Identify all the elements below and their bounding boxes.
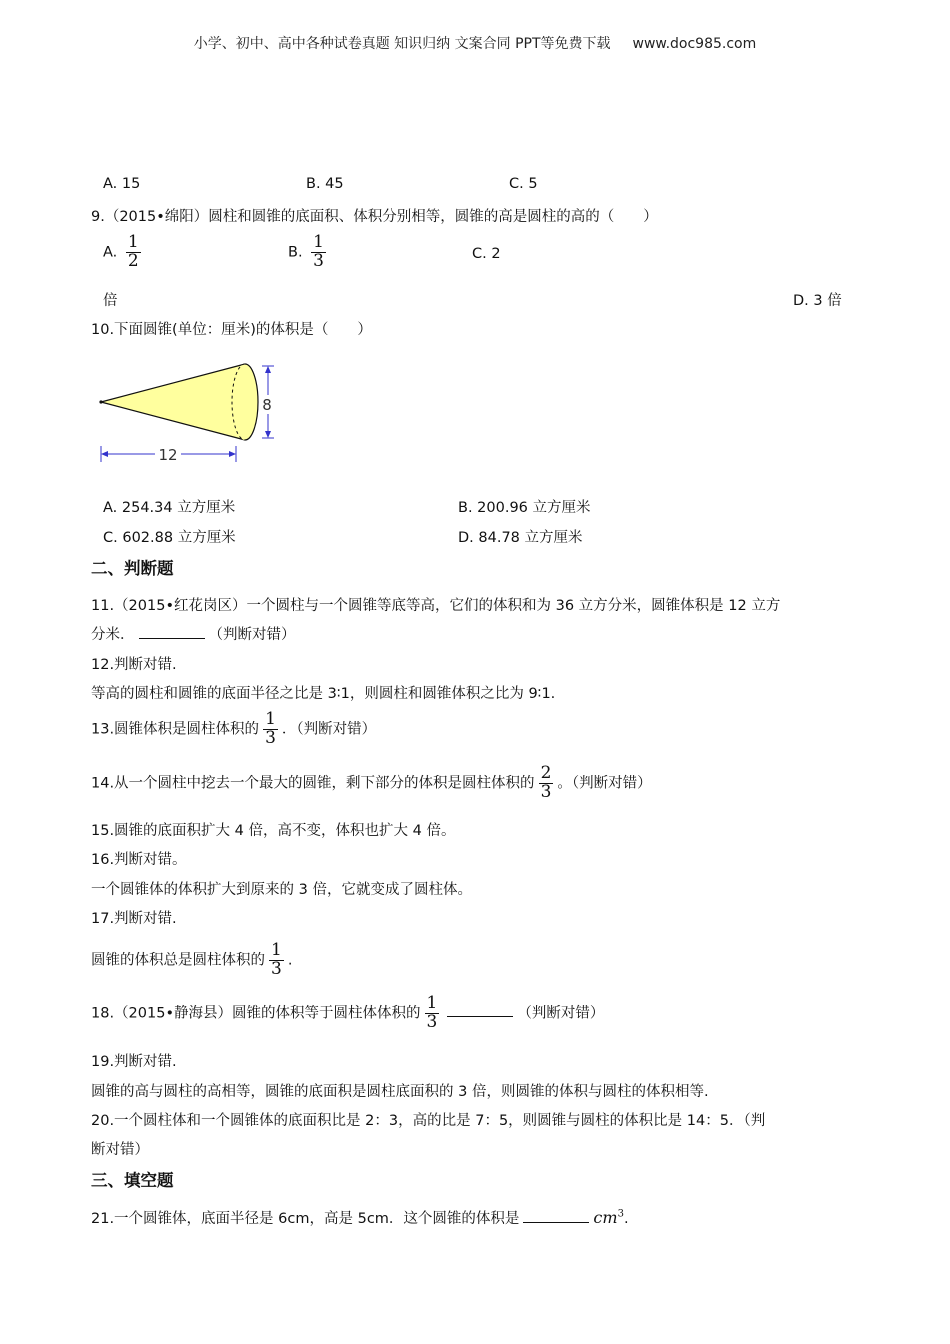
q12-line2: 等高的圆柱和圆锥的底面半径之比是 3∶1，则圆柱和圆锥体积之比为 9∶1. bbox=[91, 686, 556, 702]
q13 bbox=[91, 711, 376, 748]
q9-b-numerator: 1 bbox=[313, 232, 324, 252]
q18-denominator: 3 bbox=[426, 1011, 438, 1032]
height-label: 8 bbox=[262, 396, 272, 414]
header-site: www.doc985.com bbox=[632, 36, 757, 52]
q14 bbox=[91, 765, 652, 802]
q11-blank bbox=[139, 624, 205, 639]
q14-fraction bbox=[539, 765, 554, 802]
q16-line2: 一个圆锥体的体积扩大到原来的 3 倍，它就变成了圆柱体。 bbox=[91, 882, 472, 898]
q14-prefix: 14.从一个圆柱中挖去一个最大的圆锥，剩下部分的体积是圆柱体积的 bbox=[91, 775, 535, 792]
q20-line1: 20.一个圆柱体和一个圆锥体的底面积比是 2：3，高的比是 7：5，则圆锥与圆柱的体积比是 14：5．（判 bbox=[91, 1113, 766, 1129]
q17-prefix: 圆锥的体积总是圆柱体积的 bbox=[91, 952, 265, 969]
q18-blank bbox=[447, 1002, 513, 1017]
q20-line2: 断对错） bbox=[91, 1142, 149, 1158]
q10-option-d: D. 84.78 立方厘米 bbox=[458, 530, 583, 546]
q17-suffix: . bbox=[287, 952, 293, 969]
height-arrow-down bbox=[265, 431, 271, 438]
q19-line1: 19.判断对错. bbox=[91, 1054, 177, 1070]
q10-option-c: C. 602.88 立方厘米 bbox=[103, 530, 236, 546]
cone-figure bbox=[95, 358, 285, 466]
q18-numerator: 1 bbox=[426, 993, 438, 1013]
q8-option-b: B. 45 bbox=[306, 176, 344, 192]
q8-option-c: C. 5 bbox=[509, 176, 538, 192]
q18-suffix: （判断对错） bbox=[517, 1005, 605, 1022]
q11-line2 bbox=[91, 623, 296, 644]
q12-line1: 12.判断对错. bbox=[91, 657, 177, 673]
section-3-title: 三、填空题 bbox=[91, 1171, 174, 1190]
q11-text: 分米． bbox=[91, 627, 135, 643]
q10-stem: 10.下面圆锥(单位：厘米)的体积是（ ） bbox=[91, 322, 372, 338]
q21-prefix: 21.一个圆锥体，底面半径是 6cm，高是 5cm．这个圆锥的体积是 bbox=[91, 1211, 520, 1227]
q14-suffix: 。（判断对错） bbox=[557, 775, 652, 792]
q9-a-numerator: 1 bbox=[127, 232, 139, 252]
height-arrow-up bbox=[265, 366, 271, 373]
q13-denominator: 3 bbox=[265, 727, 276, 748]
q9-a-fraction bbox=[126, 234, 141, 271]
q21-unit bbox=[593, 1208, 624, 1227]
q9-b-denominator: 3 bbox=[313, 250, 324, 271]
page-header bbox=[0, 33, 950, 53]
q18 bbox=[91, 995, 604, 1032]
q15: 15.圆锥的底面积扩大 4 倍，高不变，体积也扩大 4 倍。 bbox=[91, 823, 456, 839]
q9-a-denominator: 2 bbox=[127, 250, 139, 271]
cone-apex bbox=[99, 400, 102, 403]
q9-a-suffix: 倍 bbox=[103, 293, 118, 309]
q17-denominator: 3 bbox=[271, 958, 282, 979]
q17-fraction bbox=[269, 942, 284, 979]
cone-body bbox=[101, 364, 245, 440]
q13-numerator: 1 bbox=[265, 709, 276, 729]
q9-b-prefix: B. bbox=[288, 244, 308, 261]
q21-blank bbox=[523, 1208, 589, 1223]
q13-prefix: 13.圆锥体积是圆柱体积的 bbox=[91, 721, 260, 738]
q17-line2 bbox=[91, 942, 292, 979]
q14-denominator: 3 bbox=[540, 781, 552, 802]
q18-prefix: 18.（2015•静海县）圆锥的体积等于圆柱体体积的 bbox=[91, 1005, 421, 1022]
header-text: 小学、初中、高中各种试卷真题 知识归纳 文案合同 PPT等免费下载 bbox=[193, 36, 611, 52]
q9-option-d: D. 3 倍 bbox=[793, 293, 842, 309]
q19-line2: 圆锥的高与圆柱的高相等，圆锥的底面积是圆柱底面积的 3 倍，则圆锥的体积与圆柱的体积相等. bbox=[91, 1084, 709, 1100]
q9-option-c: C. 2 bbox=[472, 246, 501, 262]
q11-line1: 11.（2015•红花岗区）一个圆柱与一个圆锥等底等高，它们的体积和为 36 立方分米，圆锥体积是 12 立方 bbox=[91, 598, 781, 614]
q21-unit-text: cm bbox=[593, 1208, 618, 1227]
q9-stem: 9.（2015•绵阳）圆柱和圆锥的底面积、体积分别相等，圆锥的高是圆柱的高的（ ） bbox=[91, 209, 658, 225]
q17-line1: 17.判断对错. bbox=[91, 911, 177, 927]
length-arrow-left bbox=[101, 451, 108, 457]
q11-suffix: （判断对错） bbox=[208, 627, 296, 643]
q9-a-prefix: A. bbox=[103, 244, 122, 261]
q10-option-a: A. 254.34 立方厘米 bbox=[103, 500, 236, 516]
q13-suffix: ．（判断对错） bbox=[281, 721, 377, 738]
q21 bbox=[91, 1207, 629, 1228]
q14-numerator: 2 bbox=[540, 763, 552, 783]
q21-unit-exponent: 3 bbox=[617, 1208, 624, 1220]
q9-option-b bbox=[288, 234, 330, 271]
q8-option-a: A. 15 bbox=[103, 176, 141, 192]
length-arrow-right bbox=[229, 451, 236, 457]
q18-fraction bbox=[425, 995, 440, 1032]
q10-option-b: B. 200.96 立方厘米 bbox=[458, 500, 591, 516]
q9-b-fraction bbox=[311, 234, 326, 271]
section-2-title: 二、判断题 bbox=[91, 559, 174, 578]
q9-option-a bbox=[103, 234, 145, 271]
q13-fraction bbox=[263, 711, 278, 748]
q17-numerator: 1 bbox=[271, 940, 282, 960]
q21-suffix: . bbox=[623, 1211, 629, 1227]
length-label: 12 bbox=[158, 446, 178, 464]
q16-line1: 16.判断对错。 bbox=[91, 852, 187, 868]
